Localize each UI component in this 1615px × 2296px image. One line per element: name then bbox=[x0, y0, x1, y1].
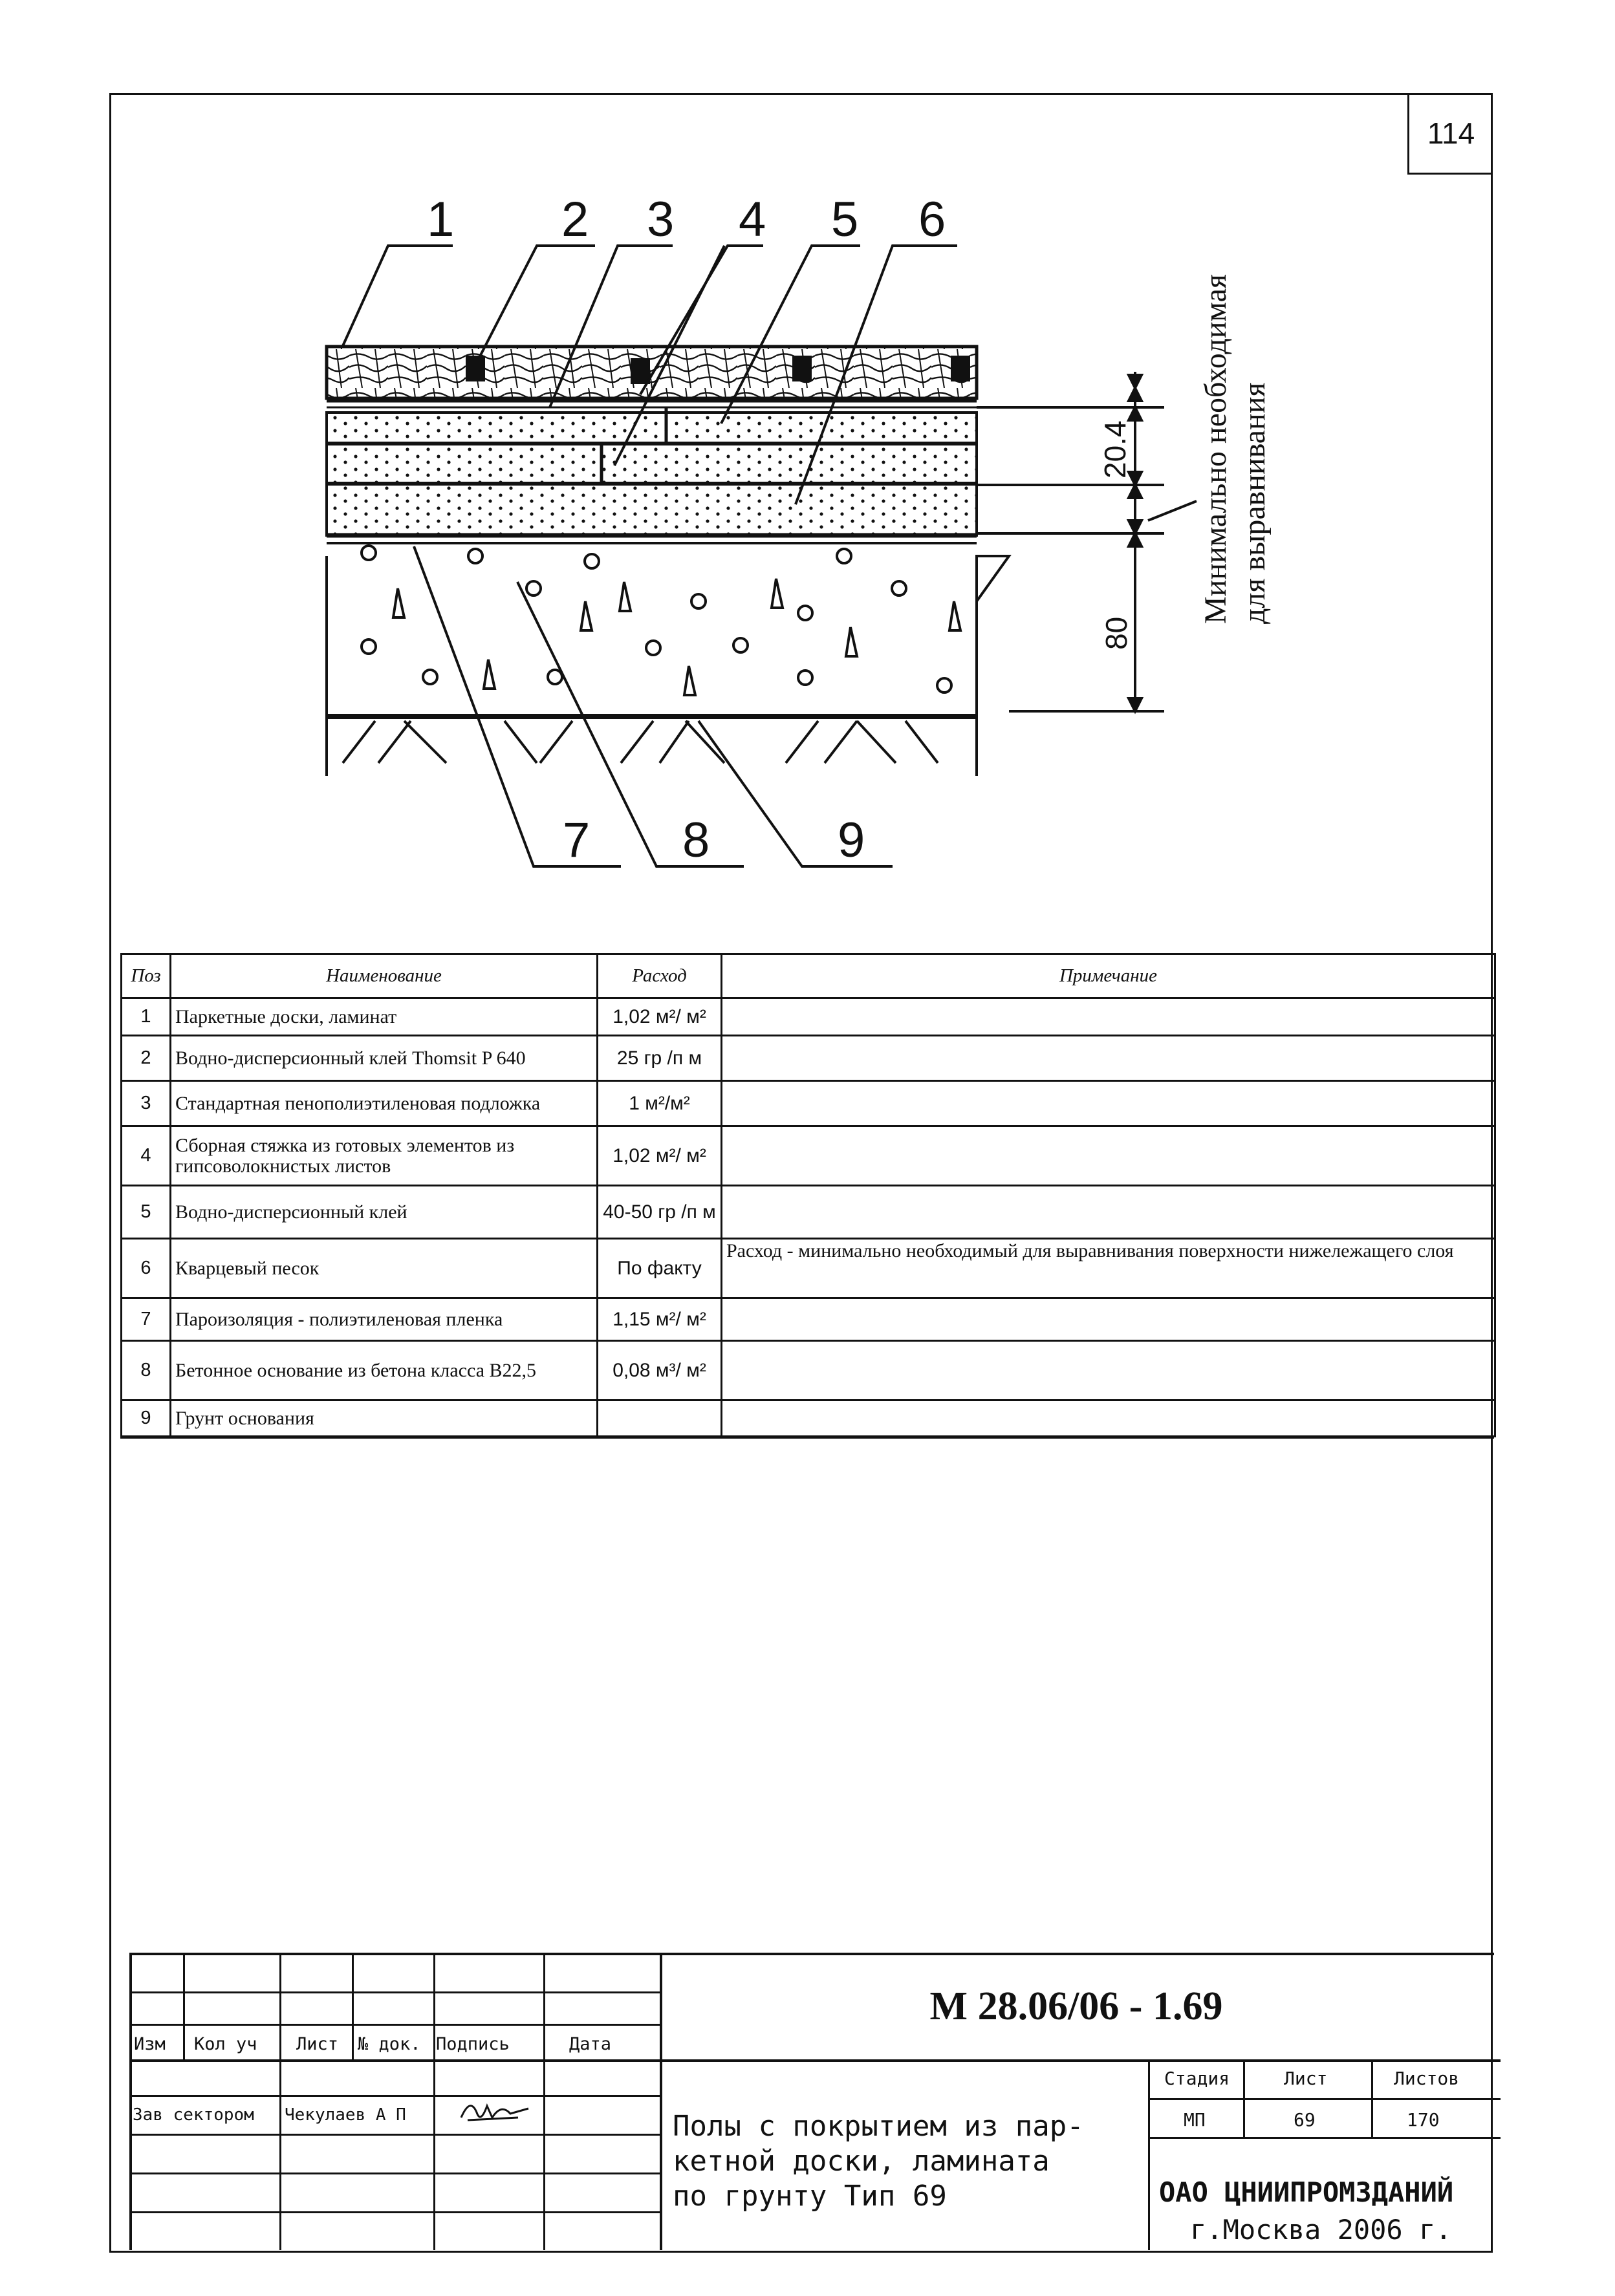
table-row bbox=[122, 998, 1495, 1036]
callout-2: 2 bbox=[561, 192, 589, 247]
header-rate: Расход bbox=[598, 954, 722, 998]
table-row bbox=[122, 1081, 1495, 1126]
joint-lock-icon bbox=[951, 356, 970, 381]
table-row bbox=[122, 1126, 1495, 1186]
callout-9: 9 bbox=[838, 813, 865, 868]
row-rate: 1,02 м²/ м² bbox=[598, 998, 722, 1036]
row-note bbox=[722, 1298, 1495, 1341]
row-name: Пароизоляция - полиэтиленовая пленка bbox=[171, 1298, 598, 1341]
row-note bbox=[722, 1341, 1495, 1400]
row-pos: 3 bbox=[122, 1081, 171, 1126]
header-name: Наименование bbox=[171, 954, 598, 998]
dimension-20-4: 20.4 bbox=[1098, 420, 1132, 478]
title-line-1: Полы с покрытием из пар- bbox=[673, 2110, 1084, 2143]
row-pos: 1 bbox=[122, 998, 171, 1036]
row-pos: 6 bbox=[122, 1239, 171, 1298]
header-pos: Поз bbox=[122, 954, 171, 998]
callout-6: 6 bbox=[918, 192, 946, 247]
table-row bbox=[122, 1298, 1495, 1341]
col-kol-uch: Кол уч bbox=[194, 2034, 257, 2054]
callout-5: 5 bbox=[831, 192, 859, 247]
table-row bbox=[122, 1036, 1495, 1081]
table-row bbox=[122, 1239, 1495, 1298]
sheets-value: 170 bbox=[1407, 2109, 1440, 2130]
row-rate: 1 м²/м² bbox=[598, 1081, 722, 1126]
concrete-base-layer bbox=[327, 546, 1009, 776]
row-name: Водно-дисперсионный клей Thomsit P 640 bbox=[171, 1036, 598, 1081]
row-pos: 9 bbox=[122, 1400, 171, 1437]
spec-header-row bbox=[122, 954, 1495, 998]
person-name: Чекулаев А П bbox=[285, 2105, 406, 2125]
callout-numbers-bottom bbox=[563, 813, 865, 868]
col-signature: Подпись bbox=[436, 2034, 510, 2054]
screed-sand-layers bbox=[327, 407, 977, 543]
callout-numbers-top bbox=[427, 192, 946, 247]
document-code: М 28.06/06 - 1.69 bbox=[929, 1984, 1223, 2028]
role-label: Зав сектором bbox=[133, 2105, 254, 2125]
joint-lock-icon bbox=[466, 356, 485, 381]
title-line-3: по грунту Тип 69 bbox=[673, 2180, 947, 2213]
table-row bbox=[122, 1400, 1495, 1437]
row-note: Расход - минимально необходимый для выравнивания поверхности нижележащего слоя bbox=[722, 1239, 1495, 1298]
callout-8: 8 bbox=[682, 813, 710, 868]
col-date: Дата bbox=[569, 2034, 612, 2054]
callout-3: 3 bbox=[647, 192, 675, 247]
col-list: Лист bbox=[296, 2034, 339, 2054]
stage-label: Стадия bbox=[1164, 2068, 1230, 2089]
stage-value: МП bbox=[1184, 2109, 1206, 2130]
row-rate: 1,15 м²/ м² bbox=[598, 1298, 722, 1341]
city-year: г.Москва 2006 г. bbox=[1190, 2214, 1452, 2246]
callout-4: 4 bbox=[739, 192, 766, 247]
table-row bbox=[122, 1341, 1495, 1400]
row-note bbox=[722, 1186, 1495, 1239]
header-note: Примечание bbox=[722, 954, 1495, 998]
callout-leaders-bottom bbox=[414, 546, 893, 866]
dimension-80: 80 bbox=[1100, 616, 1133, 650]
title-line-2: кетной доски, ламината bbox=[673, 2145, 1050, 2178]
joint-lock-icon bbox=[792, 356, 812, 381]
sheets-label: Листов bbox=[1394, 2068, 1460, 2089]
row-rate: По факту bbox=[598, 1239, 722, 1298]
dimension-lines bbox=[977, 372, 1197, 711]
row-name: Паркетные доски, ламинат bbox=[171, 998, 598, 1036]
table-row bbox=[122, 1186, 1495, 1239]
row-pos: 7 bbox=[122, 1298, 171, 1341]
col-doc-num: № док. bbox=[358, 2034, 421, 2054]
row-rate: 25 гр /п м bbox=[598, 1036, 722, 1081]
col-izm: Изм bbox=[134, 2034, 166, 2054]
row-rate: 0,08 м³/ м² bbox=[598, 1341, 722, 1400]
page-number: 114 bbox=[1407, 93, 1493, 175]
row-rate bbox=[598, 1400, 722, 1437]
row-name: Кварцевый песок bbox=[171, 1239, 598, 1298]
row-note bbox=[722, 1126, 1495, 1186]
row-pos: 5 bbox=[122, 1186, 171, 1239]
soil-hatching bbox=[343, 721, 938, 763]
row-pos: 2 bbox=[122, 1036, 171, 1081]
organization-name: ОАО ЦНИИПРОМЗДАНИЙ bbox=[1159, 2176, 1454, 2208]
sheet-label: Лист bbox=[1284, 2068, 1328, 2089]
specification-table bbox=[120, 953, 1496, 1437]
sheet-value: 69 bbox=[1294, 2109, 1316, 2130]
table-bottom-rule bbox=[120, 1437, 1494, 1439]
row-name: Стандартная пенополиэтиленовая подложка bbox=[171, 1081, 598, 1126]
callout-7: 7 bbox=[563, 813, 591, 868]
leveling-note-line1: Минимально необходимая bbox=[1198, 274, 1233, 624]
row-rate: 1,02 м²/ м² bbox=[598, 1126, 722, 1186]
signature-scribble bbox=[456, 2092, 534, 2130]
row-note bbox=[722, 1081, 1495, 1126]
row-rate: 40-50 гр /п м bbox=[598, 1186, 722, 1239]
row-pos: 8 bbox=[122, 1341, 171, 1400]
leveling-note-line2: для выравнивания bbox=[1237, 382, 1272, 624]
row-name: Бетонное основание из бетона класса В22,5 bbox=[171, 1341, 598, 1400]
row-pos: 4 bbox=[122, 1126, 171, 1186]
row-name: Сборная стяжка из готовых элементов из гипсоволокнистых листов bbox=[171, 1126, 598, 1186]
joint-lock-icon bbox=[631, 358, 650, 384]
row-note bbox=[722, 1036, 1495, 1081]
row-name: Водно-дисперсионный клей bbox=[171, 1186, 598, 1239]
row-name: Грунт основания bbox=[171, 1400, 598, 1437]
row-note bbox=[722, 1400, 1495, 1437]
callout-1: 1 bbox=[427, 192, 455, 247]
row-note bbox=[722, 998, 1495, 1036]
